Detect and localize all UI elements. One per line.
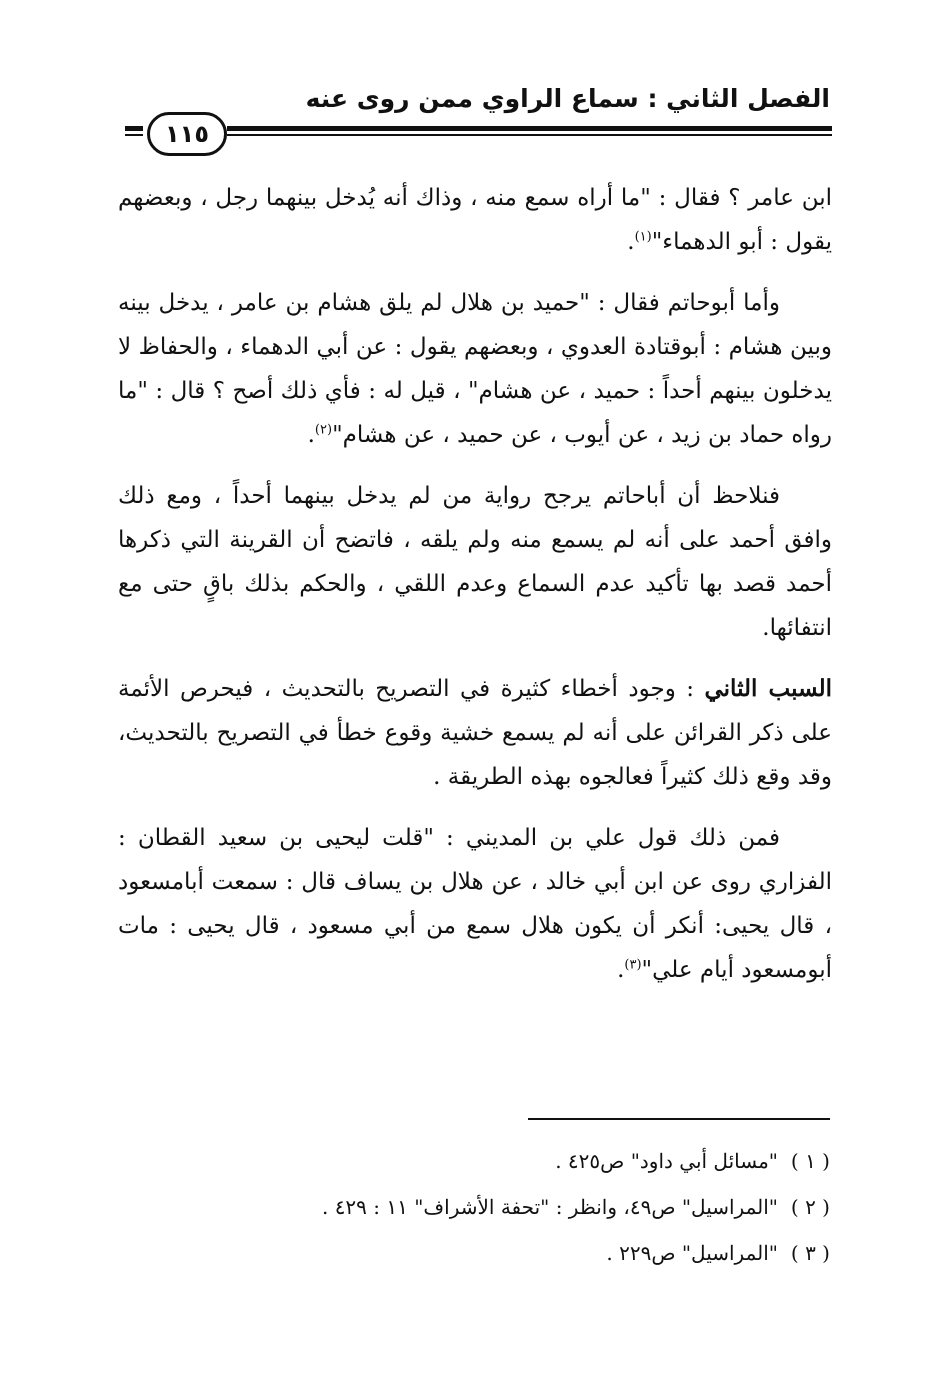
paragraph-2-end: .: [307, 422, 315, 448]
paragraph-5-end: .: [617, 957, 625, 983]
footnote-number: ( ٢ ): [790, 1195, 830, 1219]
paragraph-1-text: ابن عامر ؟ فقال : "ما أراه سمع منه ، وذاك أنه يُدخل بينهما رجل ، وبعضهم يقول : أبو الدهماء": [118, 185, 832, 255]
footnote-text: "المراسيل" ص٤٩، وانظر : "تحفة الأشراف" ١١ : ٤٢٩ .: [321, 1195, 778, 1219]
footnote-number: ( ١ ): [790, 1149, 830, 1173]
footnote-text: "مسائل أبي داود" ص٤٢٥ .: [555, 1149, 778, 1173]
footnote-1: [130, 1138, 830, 1184]
paragraph-5: [118, 816, 832, 992]
header-rule-left: [125, 126, 143, 142]
footnote-2: [130, 1184, 830, 1230]
footnote-3: [130, 1230, 830, 1276]
page-number-badge: [147, 112, 227, 156]
paragraph-2: [118, 281, 832, 457]
paragraph-3-text: فنلاحظ أن أباحاتم يرجح رواية من لم يدخل بينهما أحداً ، ومع ذلك وافق أحمد على أنه لم يسمع منه ولم يلقه ، فاتضح أن القرينة التي ذكرها أحمد قصد بها تأكيد عدم السماع وعدم اللقي ، والحكم بذلك باقٍ حتى مع انتفائها.: [118, 483, 832, 641]
page-number: ١١٥: [165, 120, 209, 148]
paragraph-1: [118, 176, 832, 264]
footnote-ref-3: (٣): [624, 957, 642, 973]
section-lead: السبب الثاني: [704, 675, 832, 702]
running-title: الفصل الثاني : سماع الراوي ممن روى عنه: [305, 84, 830, 113]
footnotes: [130, 1138, 830, 1276]
footnote-ref-2: (٢): [314, 422, 333, 438]
footnote-number: ( ٣ ): [790, 1241, 830, 1265]
paragraph-4-text: : وجود أخطاء كثيرة في التصريح بالتحديث ، فيحرص الأئمة على ذكر القرائن على أنه لم يسمع خشية وقوع خطأ في التصريح بالتحديث، وقد وقع ذلك كثيراً فعالجوه بهذه الطريقة .: [118, 676, 832, 790]
footnote-separator: [528, 1118, 830, 1120]
main-text: [118, 176, 832, 1009]
footnote-ref-1: (١): [634, 229, 652, 245]
paragraph-2-text: وأما أبوحاتم فقال : "حميد بن هلال لم يلق هشام بن عامر ، يدخل بينه وبين هشام : أبوقتادة العدوي ، وبعضهم يقول : عن أبي الدهماء ، والحفاظ لا يدخلون بينهم أحداً : حميد ، عن هشام" ، قيل له : فأي ذلك أصح ؟ قال : "ما رواه حماد بن زيد ، عن أيوب ، عن حميد ، عن هشام": [118, 290, 832, 448]
header-rule-right: [227, 126, 832, 142]
paragraph-4: [118, 667, 832, 799]
paragraph-5-text: فمن ذلك قول علي بن المديني : "قلت ليحيى بن سعيد القطان : الفزاري روى عن ابن أبي خالد ، عن هلال بن يساف قال : سمعت أبامسعود ، قال يحيى: أنكر أن يكون هلال سمع من أبي مسعود ، قال يحيى : مات أبومسعود أيام علي": [118, 825, 832, 983]
paragraph-1-end: .: [627, 229, 635, 255]
footnote-text: "المراسيل" ص٢٢٩ .: [606, 1241, 778, 1265]
paragraph-3: [118, 474, 832, 650]
